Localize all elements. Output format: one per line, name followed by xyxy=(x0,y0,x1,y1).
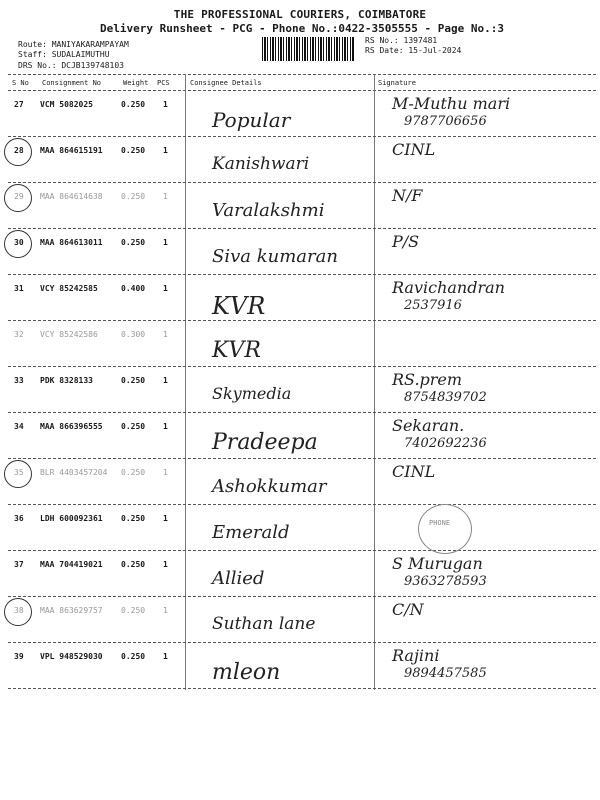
row-separator xyxy=(8,320,596,321)
row-signature-handwritten: S Murugan xyxy=(392,554,483,573)
col-sno: S No xyxy=(12,79,29,87)
row-pcs: 1 xyxy=(163,514,168,523)
runsheet-subtitle: Delivery Runsheet - PCG - Phone No.:0422-3505555 - Page No.:3 xyxy=(100,22,504,35)
row-sno: 31 xyxy=(14,284,24,293)
stamp-text: PHONE xyxy=(429,519,451,527)
row-consignee-handwritten: Allied xyxy=(212,568,265,589)
row-consignee-handwritten: Suthan lane xyxy=(212,614,316,634)
row-consignment-no: MAA 704419021 xyxy=(40,560,103,569)
row-signature-handwritten: P/S xyxy=(392,232,420,251)
row-signature-phone: 7402692236 xyxy=(404,436,487,451)
row-weight: 0.250 xyxy=(121,238,146,247)
col-weight: Weight xyxy=(123,79,149,87)
row-pcs: 1 xyxy=(163,606,168,615)
route-label: Route: MANIYAKARAMPAYAM xyxy=(18,40,129,49)
row-sno: 32 xyxy=(14,330,24,339)
col-pcs: PCS xyxy=(157,79,170,87)
row-separator xyxy=(8,596,596,597)
row-consignee-handwritten: Siva kumaran xyxy=(212,246,338,267)
column-divider xyxy=(185,74,186,690)
staff-label: Staff: SUDALAIMUTHU xyxy=(18,50,110,59)
row-consignee-handwritten: Kanishwari xyxy=(212,154,310,174)
row-pcs: 1 xyxy=(163,192,168,201)
company-title: THE PROFESSIONAL COURIERS, COIMBATORE xyxy=(173,8,427,21)
row-signature-handwritten: Sekaran. xyxy=(392,416,465,435)
row-weight: 0.250 xyxy=(121,422,146,431)
row-signature-phone: 9894457585 xyxy=(404,666,487,681)
row-sno: 39 xyxy=(14,652,24,661)
row-separator xyxy=(8,458,596,459)
row-consignment-no: MAA 864615191 xyxy=(40,146,103,155)
row-sno: 30 xyxy=(14,238,24,247)
row-circle-mark xyxy=(4,184,32,212)
row-pcs: 1 xyxy=(163,468,168,477)
row-sno: 28 xyxy=(14,146,24,155)
row-signature-handwritten: RS.prem xyxy=(392,370,463,389)
row-sno: 36 xyxy=(14,514,24,523)
row-consignee-handwritten: Varalakshmi xyxy=(212,200,325,221)
row-signature-phone: 9787706656 xyxy=(404,114,487,129)
row-separator xyxy=(8,366,596,367)
row-circle-mark xyxy=(4,598,32,626)
row-pcs: 1 xyxy=(163,238,168,247)
col-consignee: Consignee Details xyxy=(190,79,262,87)
row-sno: 37 xyxy=(14,560,24,569)
row-weight: 0.250 xyxy=(121,376,146,385)
row-consignment-no: VCY 85242585 xyxy=(40,284,98,293)
row-pcs: 1 xyxy=(163,422,168,431)
row-pcs: 1 xyxy=(163,330,168,339)
row-sno: 34 xyxy=(14,422,24,431)
row-consignment-no: VCY 85242586 xyxy=(40,330,98,339)
row-weight: 0.250 xyxy=(121,100,146,109)
row-circle-mark xyxy=(4,460,32,488)
row-weight: 0.250 xyxy=(121,514,146,523)
row-consignment-no: BLR 4403457204 xyxy=(40,468,108,477)
row-signature-phone: 9363278593 xyxy=(404,574,487,589)
row-consignee-handwritten: Popular xyxy=(212,108,291,132)
row-pcs: 1 xyxy=(163,100,168,109)
row-consignment-no: VCM 5082025 xyxy=(40,100,93,109)
row-signature-phone: 2537916 xyxy=(404,298,462,313)
column-divider xyxy=(374,74,375,690)
row-separator xyxy=(8,274,596,275)
row-separator xyxy=(8,504,596,505)
row-consignee-handwritten: KVR xyxy=(212,292,266,320)
drs-number: DRS No.: DCJB139748103 xyxy=(18,61,124,70)
row-sno: 27 xyxy=(14,100,24,109)
barcode xyxy=(262,37,355,61)
row-separator xyxy=(8,136,596,137)
row-consignee-handwritten: Ashokkumar xyxy=(212,476,327,497)
rs-date: RS Date: 15-Jul-2024 xyxy=(365,46,462,55)
row-consignment-no: MAA 864613011 xyxy=(40,238,103,247)
row-signature-phone: 8754839702 xyxy=(404,390,487,405)
row-consignment-no: MAA 866396555 xyxy=(40,422,103,431)
row-pcs: 1 xyxy=(163,146,168,155)
row-consignment-no: LDH 600092361 xyxy=(40,514,103,523)
row-separator xyxy=(8,642,596,643)
row-weight: 0.400 xyxy=(121,284,146,293)
row-circle-mark xyxy=(4,230,32,258)
row-weight: 0.250 xyxy=(121,560,146,569)
row-signature-handwritten: N/F xyxy=(392,186,423,205)
header-bottom-rule xyxy=(8,90,596,91)
row-circle-mark xyxy=(4,138,32,166)
row-weight: 0.250 xyxy=(121,652,146,661)
row-signature-handwritten: Ravichandran xyxy=(392,278,505,297)
row-consignee-handwritten: Pradeepa xyxy=(212,430,318,455)
row-consignee-handwritten: Emerald xyxy=(212,522,290,543)
row-consignment-no: MAA 863629757 xyxy=(40,606,103,615)
row-sno: 29 xyxy=(14,192,24,201)
row-sno: 33 xyxy=(14,376,24,385)
row-separator xyxy=(8,550,596,551)
rs-number: RS No.: 1397481 xyxy=(365,36,438,45)
row-weight: 0.250 xyxy=(121,468,146,477)
row-consignment-no: MAA 864614638 xyxy=(40,192,103,201)
row-weight: 0.300 xyxy=(121,330,146,339)
row-consignment-no: PDK 8328133 xyxy=(40,376,93,385)
row-pcs: 1 xyxy=(163,376,168,385)
row-consignee-handwritten: KVR xyxy=(212,338,261,363)
row-weight: 0.250 xyxy=(121,146,146,155)
row-signature-handwritten: C/N xyxy=(392,600,424,619)
row-sno: 38 xyxy=(14,606,24,615)
row-pcs: 1 xyxy=(163,284,168,293)
row-pcs: 1 xyxy=(163,652,168,661)
row-signature-handwritten: M-Muthu mari xyxy=(392,94,511,113)
col-consignment: Consignment No xyxy=(42,79,102,87)
row-sno: 35 xyxy=(14,468,24,477)
row-separator xyxy=(8,182,596,183)
row-consignee-handwritten: mleon xyxy=(212,660,281,685)
row-separator xyxy=(8,688,596,689)
col-signature: Signature xyxy=(378,79,416,87)
row-signature-handwritten: CINL xyxy=(392,140,436,159)
courier-stamp xyxy=(418,504,472,554)
row-weight: 0.250 xyxy=(121,606,146,615)
row-signature-handwritten: CINL xyxy=(392,462,436,481)
row-consignee-handwritten: Skymedia xyxy=(212,384,292,403)
header-top-rule xyxy=(8,74,596,75)
row-signature-handwritten: Rajini xyxy=(392,646,440,665)
row-weight: 0.250 xyxy=(121,192,146,201)
row-consignment-no: VPL 948529030 xyxy=(40,652,103,661)
row-pcs: 1 xyxy=(163,560,168,569)
row-separator xyxy=(8,228,596,229)
row-separator xyxy=(8,412,596,413)
